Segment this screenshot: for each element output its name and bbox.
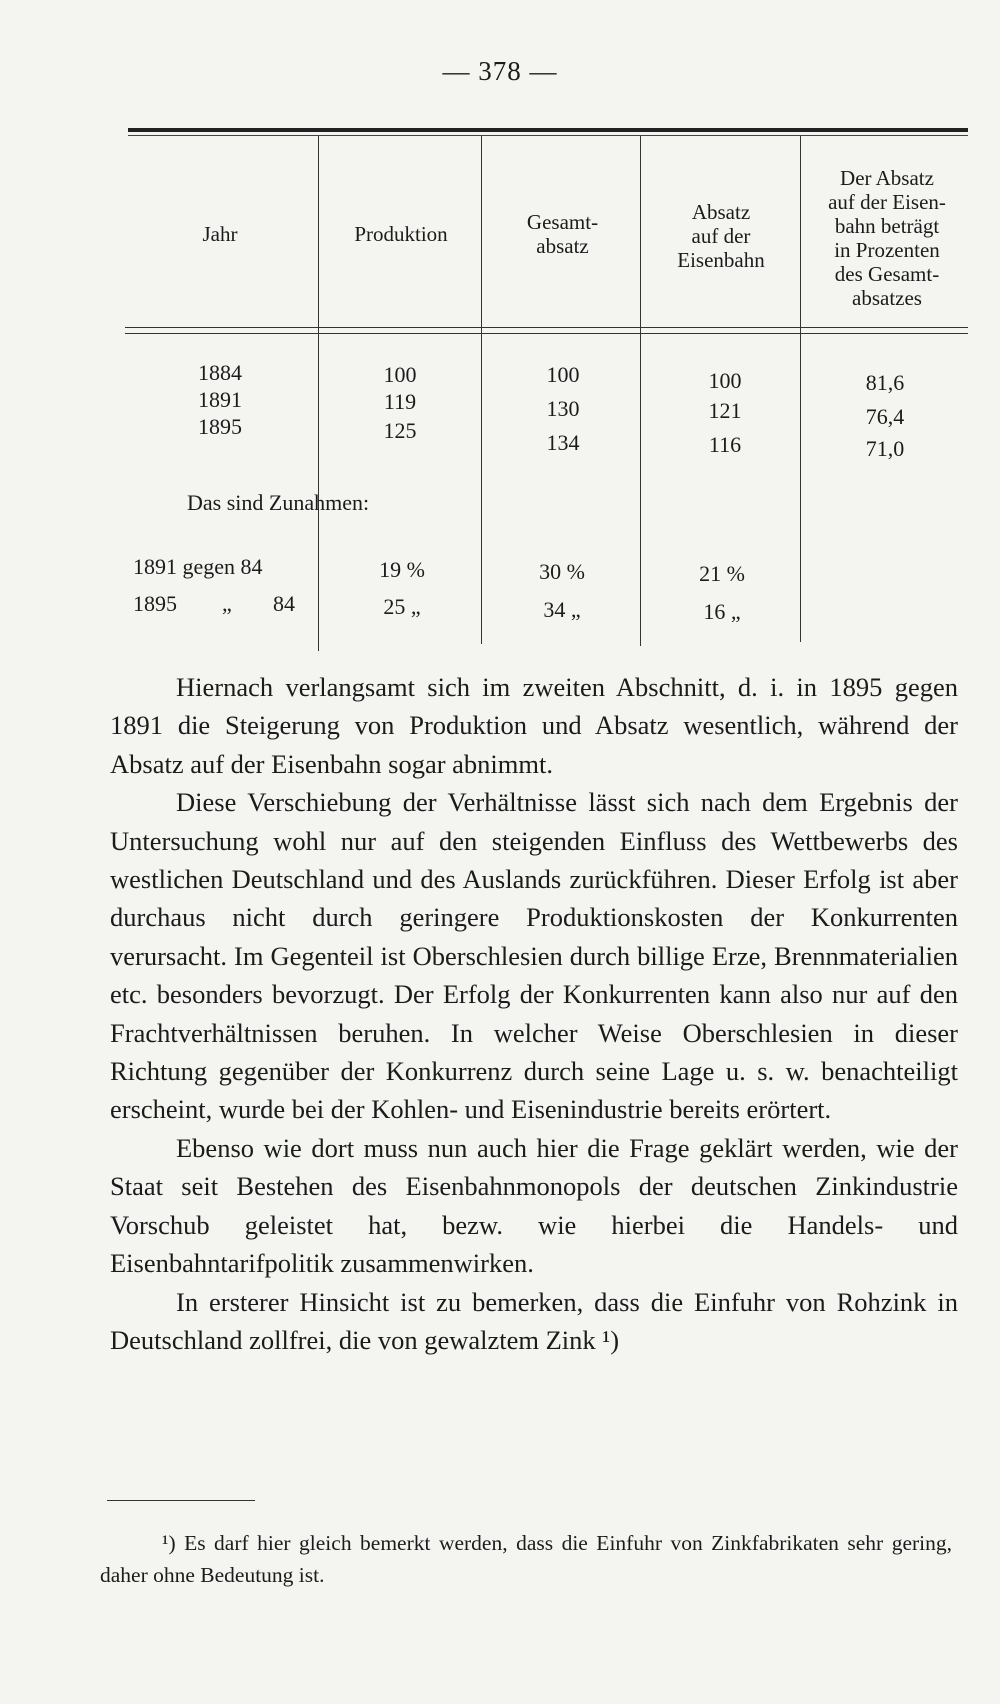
zunahme-year: 1895 xyxy=(133,591,177,616)
cell-gesamtabsatz: 134 xyxy=(546,430,580,455)
header-gesamtabsatz-line-1: Gesamt- xyxy=(526,210,599,234)
cell-produktion: 119 xyxy=(383,389,417,414)
header-gesamtabsatz xyxy=(485,210,640,258)
table-header-rule xyxy=(125,327,968,328)
cell-produktion: 125 xyxy=(383,418,417,443)
header-produktion: Produktion xyxy=(354,222,448,246)
column-divider-4 xyxy=(800,136,801,642)
cell-jahr: 1891 xyxy=(198,387,242,412)
header-absatz-eisenbahn-line-3: Eisenbahn xyxy=(677,248,765,272)
header-gesamtabsatz-line-2: absatz xyxy=(536,234,589,258)
footnote: ¹) Es darf hier gleich bemerkt werden, dass die Einfuhr von Zinkfabrikaten sehr gering, daher ohne Bedeutung ist. xyxy=(100,1531,952,1587)
header-jahr: Jahr xyxy=(202,222,238,246)
table-top-rule-thin xyxy=(128,135,968,136)
cell-produktion: 25 „ xyxy=(383,594,421,619)
header-absatz-eisenbahn-line-2: auf der xyxy=(691,224,751,248)
zunahmen-label: Das sind Zunahmen: xyxy=(187,490,370,515)
footnote-rule xyxy=(107,1500,255,1501)
zunahme-label: 1891 gegen 84 xyxy=(133,554,263,579)
cell-gesamtabsatz: 100 xyxy=(546,362,580,387)
header-prozent-line-3: bahn beträgt xyxy=(834,214,940,238)
cell-eisenbahn: 21 % xyxy=(699,561,745,586)
cell-jahr: 1884 xyxy=(198,360,242,385)
zunahme-ditto-mark: „ xyxy=(222,591,232,616)
paragraph: Ebenso wie dort muss nun auch hier die Frage geklärt werden, wie der Staat seit Bestehen des Eisenbahnmonopols der deutschen Zinkindustrie Vorschub geleistet hat, bezw. wie hierbei die Handels- und Eisenbahntarifpolitik zusammenwirken. xyxy=(110,1132,958,1279)
cell-eisenbahn: 121 xyxy=(708,398,742,423)
header-prozent-line-6: absatzes xyxy=(852,286,922,310)
cell-gesamtabsatz: 34 „ xyxy=(543,597,581,622)
table-header-rule-2 xyxy=(125,333,968,334)
cell-prozent: 71,0 xyxy=(865,436,905,461)
header-prozent-line-4: in Prozenten xyxy=(834,238,940,262)
cell-eisenbahn: 16 „ xyxy=(703,599,741,624)
cell-produktion: 19 % xyxy=(379,557,425,582)
cell-jahr: 1895 xyxy=(198,414,242,439)
body-text xyxy=(110,668,958,1359)
column-divider-1 xyxy=(318,136,319,651)
table-top-rule xyxy=(128,128,968,132)
cell-produktion: 100 xyxy=(383,362,417,387)
column-divider-2 xyxy=(481,136,482,644)
cell-eisenbahn: 100 xyxy=(708,368,742,393)
cell-gesamtabsatz: 130 xyxy=(546,396,580,421)
paragraph: Hiernach verlangsamt sich im zweiten Abschnitt, d. i. in 1895 gegen 1891 die Steigerung von Produktion und Absatz wesentlich, während der Absatz auf der Eisenbahn sogar abnimmt. xyxy=(110,672,958,779)
cell-eisenbahn: 116 xyxy=(708,432,742,457)
cell-prozent: 81,6 xyxy=(865,370,905,395)
header-absatz-eisenbahn-line-1: Absatz xyxy=(691,200,751,224)
header-prozent-line-5: des Gesamt- xyxy=(834,262,940,286)
header-absatz-eisenbahn xyxy=(645,200,797,272)
zunahme-base: 84 xyxy=(273,591,295,616)
header-prozent-line-2: auf der Eisen- xyxy=(828,190,946,214)
cell-prozent: 76,4 xyxy=(865,404,905,429)
paragraph: In ersterer Hinsicht ist zu bemerken, dass die Einfuhr von Rohzink in Deutschland zollfrei, die von gewalztem Zink ¹) xyxy=(110,1286,958,1355)
header-prozent xyxy=(802,166,972,310)
page-number: — 378 — xyxy=(442,56,558,86)
paragraph: Diese Verschiebung der Verhältnisse lässt sich nach dem Ergebnis der Untersuchung wohl nur auf den steigenden Einfluss des Wettbewerbs des westlichen Deutschland und des Auslands zurückführen. Dieser Erfolg ist aber durchaus nicht durch geringere Produktionskosten der Konkurrenten verursacht. Im Gegenteil ist Oberschlesien durch billige Erze, Brennmaterialien etc. besonders bevorzugt. Der Erfolg der Konkurrenten kann also nur auf den Frachtverhältnissen beruhen. In welcher Weise Oberschlesien in dieser Richtung gegenüber der Konkurrenz durch seine Lage u. s. w. benachteiligt erscheint, wurde bei der Kohlen- und Eisenindustrie bereits erörtert. xyxy=(110,787,958,1125)
header-prozent-line-1: Der Absatz xyxy=(840,166,934,190)
cell-gesamtabsatz: 30 % xyxy=(539,559,585,584)
column-divider-3 xyxy=(640,136,641,646)
